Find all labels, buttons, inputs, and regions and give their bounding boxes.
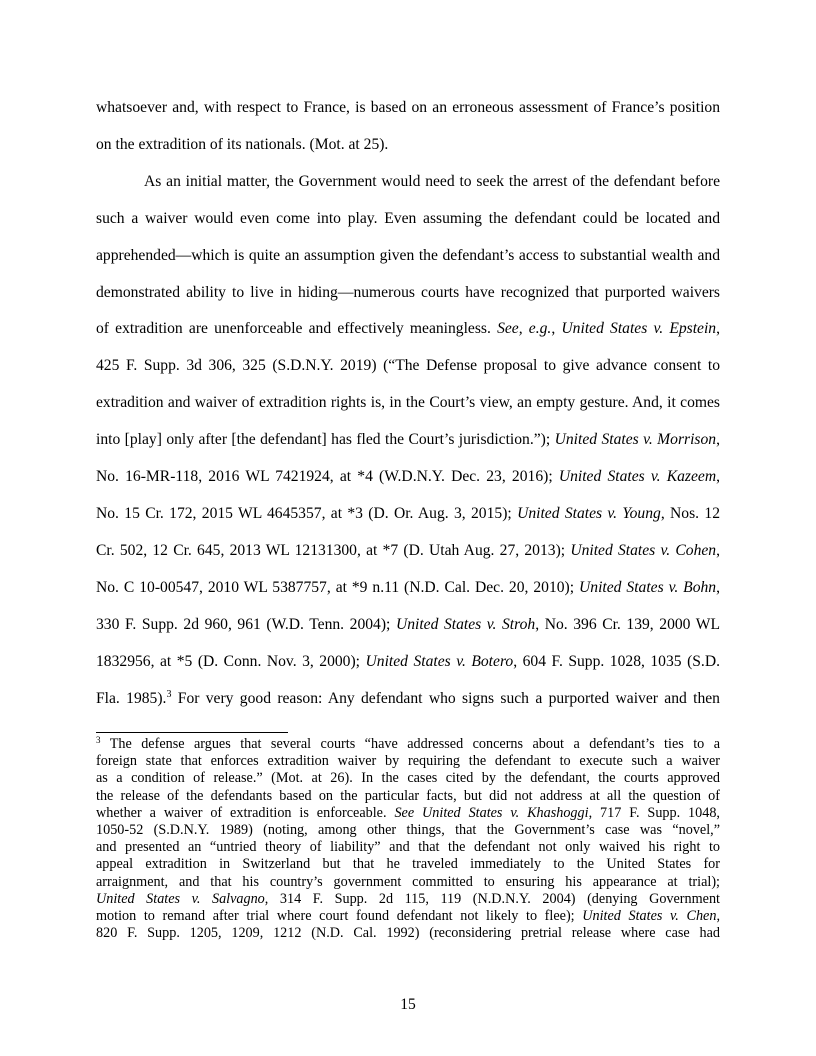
footnote-marker: 3 [96, 735, 101, 745]
text-line [96, 422, 720, 459]
footnote-line: foreign state that enforces extradition waiver by requiring the defendant to execute such a waiver [96, 753, 720, 770]
text-run: , [716, 468, 720, 486]
text-run: , [716, 320, 721, 338]
text-line [96, 644, 720, 681]
text-line [96, 311, 720, 348]
text-line: As an initial matter, the Government would need to seek the arrest of the defendant before [144, 172, 720, 190]
text-run: , No. 396 Cr. 139, 2000 WL [535, 615, 720, 633]
text-run: No. 16-MR-118, 2016 WL 7421924, at *4 (W.D.N.Y. Dec. 23, 2016); [96, 468, 559, 486]
case-name: United States v. Stroh [395, 615, 536, 633]
page-number: 15 [400, 996, 416, 1013]
text-line: apprehended—which is quite an assumption given the defendant’s access to substantial wealth and [96, 246, 720, 264]
text-run: , 717 F. Supp. 1048, [588, 804, 720, 821]
text-run: whether a waiver of extradition is enforceable. [96, 804, 395, 821]
paragraph-2 [96, 164, 720, 718]
case-name: United States v. Botero [365, 652, 514, 670]
footnote-line: appeal extradition in Switzerland but that he traveled immediately to the United States for [96, 856, 720, 873]
footnote-reference: 3 [166, 688, 172, 700]
text-line [96, 496, 720, 533]
text-run: For very good reason: Any defendant who signs such a purported waiver and then [171, 689, 720, 707]
case-name: United States v. Chen [582, 908, 717, 925]
footnote-line: 1050-52 (S.D.N.Y. 1989) (noting, among other things, that the Government’s case was “novel,” [96, 822, 720, 839]
text-line [96, 459, 720, 496]
text-run: 1832956, at *5 (D. Conn. Nov. 3, 2000); [96, 652, 366, 670]
text-run: No. 15 Cr. 172, 2015 WL 4645357, at *3 (D. Or. Aug. 3, 2015); [96, 504, 518, 522]
text-run: , 314 F. Supp. 2d 115, 119 (N.D.N.Y. 2004) (denying Government [264, 890, 720, 907]
text-line: demonstrated ability to live in hiding—numerous courts have recognized that purported waivers [96, 283, 720, 301]
text-run: , Nos. 12 [660, 504, 720, 522]
case-name: United States v. Cohen [570, 541, 717, 559]
text-line: 425 F. Supp. 3d 306, 325 (S.D.N.Y. 2019) (“The Defense proposal to give advance consent to [96, 357, 720, 375]
footnote-line [96, 891, 720, 908]
text-run: No. C 10-00547, 2010 WL 5387757, at *9 n.11 (N.D. Cal. Dec. 20, 2010); [96, 578, 580, 596]
case-name: United States v. Young [517, 504, 661, 522]
text-run: , 604 F. Supp. 1028, 1035 (S.D. [513, 652, 720, 670]
text-run: Fla. 1985). [96, 689, 167, 707]
text-line [96, 533, 720, 570]
case-name: United States v. Bohn [579, 578, 717, 596]
text-run: of extradition are unenforceable and effectively meaningless. [96, 320, 498, 338]
case-name: United States v. Morrison [554, 431, 717, 449]
text-line: extradition and waiver of extradition rights is, in the Court’s view, an empty gesture. And, it comes [96, 394, 720, 412]
signal-italic: See, e.g. [497, 320, 552, 338]
case-name: United States v. Salvagno [96, 890, 265, 907]
case-name: See United States v. Khashoggi [394, 804, 589, 821]
text-line [96, 681, 720, 718]
body-text [96, 90, 720, 717]
text-line [96, 570, 720, 607]
footnote-3 [96, 736, 720, 942]
text-run: , [551, 320, 562, 338]
text-run: Cr. 502, 12 Cr. 645, 2013 WL 12131300, at *7 (D. Utah Aug. 27, 2013); [96, 541, 571, 559]
text-run: , [716, 431, 721, 449]
paragraph-1 [96, 90, 720, 164]
text-run: , [716, 578, 720, 596]
footnote-separator [96, 732, 288, 733]
footnote-line: arraignment, and that his country’s government committed to ensuring his appearance at trial); [96, 873, 720, 890]
case-name: United States v. Kazeem [558, 468, 717, 486]
footnote-line: as a condition of release.” (Mot. at 26). In the cases cited by the defendant, the courts approved [96, 770, 720, 787]
text-line: such a waiver would even come into play. Even assuming the defendant could be located and [96, 209, 720, 227]
footnote-line: and presented an “untried theory of liability” and that the defendant not only waived his right to [96, 839, 720, 856]
text-run: motion to remand after trial where court found defendant not likely to flee); [96, 908, 583, 925]
text-run: 330 F. Supp. 2d 960, 961 (W.D. Tenn. 2004); [96, 615, 396, 633]
footnote-line: the release of the defendants based on the particular facts, but did not address at all the question of [96, 787, 720, 804]
text-run: The defense argues that several courts “have addressed concerns about a defendant’s ties to a [100, 736, 720, 752]
footnote-line [96, 736, 720, 753]
footnote-line: 820 F. Supp. 1205, 1209, 1212 (N.D. Cal. 1992) (reconsidering pretrial release where case had [96, 925, 720, 942]
text-line: whatsoever and, with respect to France, is based on an erroneous assessment of France’s position [96, 99, 720, 116]
text-run: , [716, 908, 720, 925]
text-line [96, 607, 720, 644]
case-name: United States v. Epstein [561, 320, 717, 338]
footnote-line [96, 805, 720, 822]
text-run: into [play] only after [the defendant] has fled the Court’s jurisdiction.”); [96, 431, 555, 449]
footnote-line [96, 908, 720, 925]
text-line: on the extradition of its nationals. (Mot. at 25). [96, 135, 389, 153]
text-run: , [716, 541, 720, 559]
